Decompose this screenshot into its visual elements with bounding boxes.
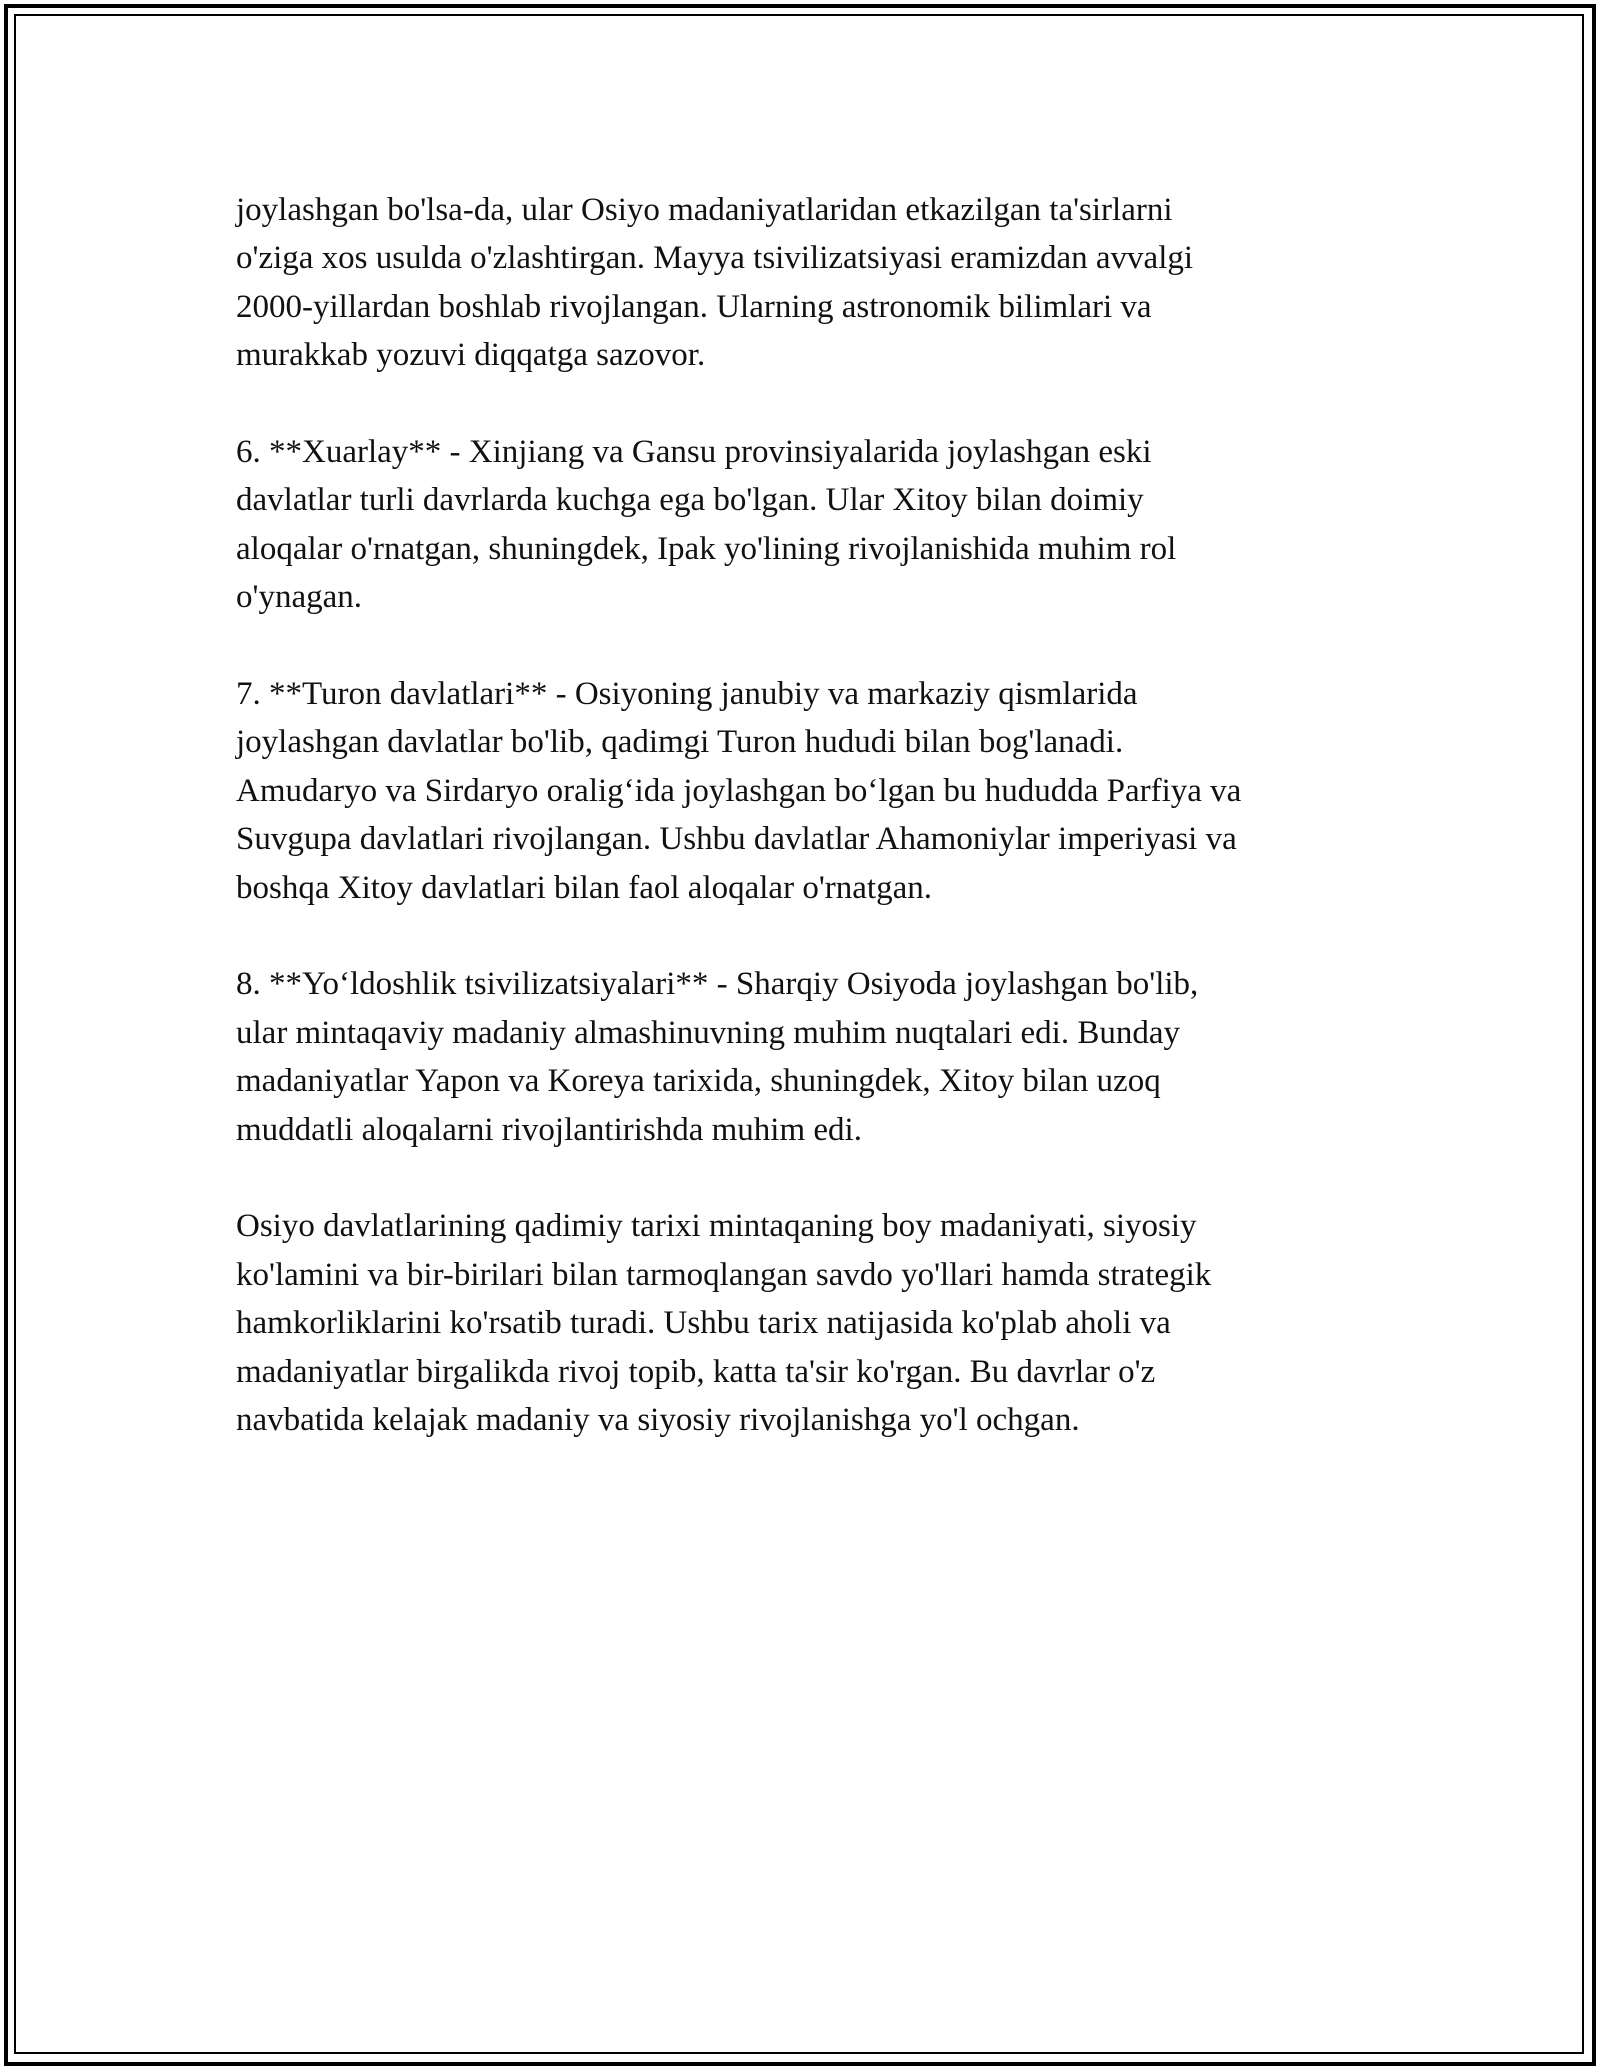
paragraph-item-8: 8. **Yo‘ldoshlik tsivilizatsiyalari** - Sharqiy Osiyoda joylashgan bo'lib, ular mintaqaviy madaniy almashinuvning muhim nuqtalari edi. Bunday madaniyatlar Yapon va Koreya tarixida, shuningdek, Xitoy bilan uzoq muddatli aloqalarni rivojlantirishda muhim edi. (236, 966, 1199, 1148)
paragraph-item-6: 6. **Xuarlay** - Xinjiang va Gansu provinsiyalarida joylashgan eski davlatlar turli davrlarda kuchga ega bo'lgan. Ular Xitoy bilan doimiy aloqalar o'rnatgan, shuningdek, Ipak yo'lining rivojlanishida muhim rol o'ynagan. (236, 434, 1177, 616)
paragraph-continuation: joylashgan bo'lsa-da, ular Osiyo madaniyatlaridan etkazilgan ta'sirlarni o'ziga xos usulda o'zlashtirgan. Mayya tsivilizatsiyasi eramizdan avvalgi 2000-yillardan boshlab rivojlangan. Ularning astronomik bilimlari va murakkab yozuvi diqqatga sazovor. (236, 192, 1194, 374)
paragraph-conclusion: Osiyo davlatlarining qadimiy tarixi mintaqaning boy madaniyati, siyosiy ko'lamini va bir-birilari bilan tarmoqlangan savdo yo'llari hamda strategik hamkorliklarini ko'rsatib turadi. Ushbu tarix natijasida ko'plab aholi va madaniyatlar birgalikda rivoj topib, katta ta'sir ko'rgan. Bu davrlar o'z navbatida kelajak madaniy va siyosiy rivojlanishga yo'l ochgan. (236, 1208, 1212, 1439)
paragraph-item-7: 7. **Turon davlatlari** - Osiyoning janubiy va markaziy qismlarida joylashgan davlatlar bo'lib, qadimgi Turon hududi bilan bog'lanadi. Amudaryo va Sirdaryo oralig‘ida joylashgan bo‘lgan bu hududda Parfiya va Suvgupa davlatlari rivojlangan. Ushbu davlatlar Ahamoniylar imperiyasi va boshqa Xitoy davlatlari bilan faol aloqalar o'rnatgan. (236, 676, 1242, 906)
document-body (236, 186, 1366, 1493)
